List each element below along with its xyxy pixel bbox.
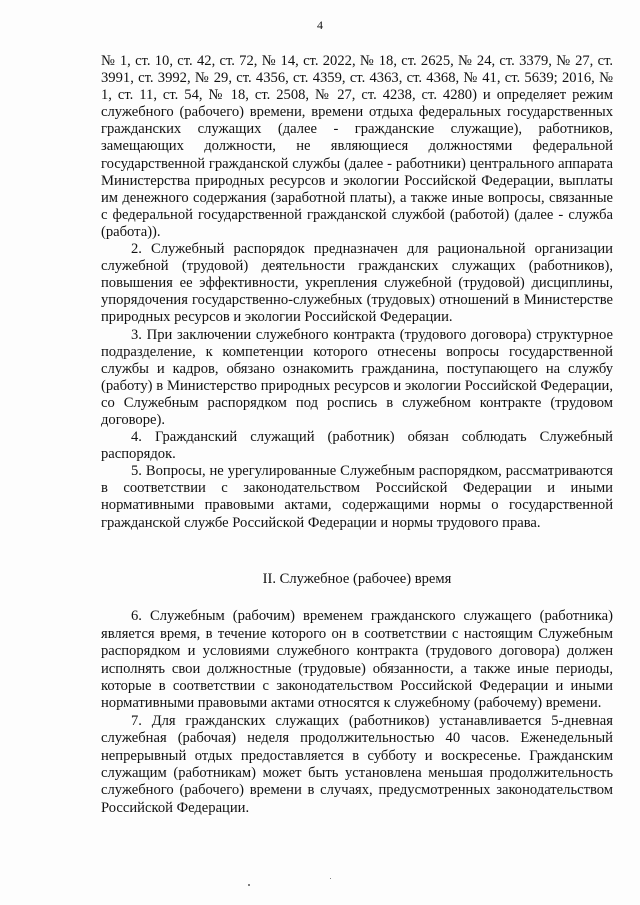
paragraph-5: 5. Вопросы, не урегулированные Служебным распорядком, рассматриваются в соответствии с законодательством Российской Федерации и иными нормативными правовыми актами, содержащими нормы о государственной гражданской службе Российской Федерации и нормы трудового права. [101,463,613,531]
paragraph-intro-continuation: № 1, ст. 10, ст. 42, ст. 72, № 14, ст. 2022, № 18, ст. 2625, № 24, ст. 3379, № 27, ст. 3991, ст. 3992, № 29, ст. 4356, ст. 4359, ст. 4363, ст. 4368, № 41, ст. 5639; 2016, № 1, ст. 11, ст. 54, № 18, ст. 2508, № 27, ст. 4238, ст. 4280) и определяет режим служебного (рабочего) времени, времени отдыха федеральных государственных гражданских служащих (далее - гражданские служащие), работников, замещающих должности, не являющиеся должностями федеральной государственной гражданской службы (далее - работники) центрального аппарата Министерства природных ресурсов и экологии Российской Федерации, выплаты им денежного содержания (заработной платы), а также иные вопросы, связанные с федеральной государственной гражданской службой (работой) (далее - служба (работа)). [101,53,613,240]
scan-speck [330,878,331,879]
paragraph-2: 2. Служебный распорядок предназначен для рациональной организации служебной (трудовой) деятельности гражданских служащих (работников), повышения ее эффективности, укрепления служебной (трудовой) дисциплины, упорядочения государственно-служебных (трудовых) отношений в Министерстве природных ресурсов и экологии Российской Федерации. [101,241,613,326]
paragraph-3: 3. При заключении служебного контракта (трудового договора) структурное подразделение, к компетенции которого отнесены вопросы государственной службы и кадров, обязано ознакомить гражданина, поступающего на службу (работу) в Министерство природных ресурсов и экологии Российской Федерации, со Служебным распорядком под роспись в служебном контракте (трудовом договоре). [101,326,613,428]
paragraph-7: 7. Для гражданских служащих (работников) устанавливается 5-дневная служебная (рабочая) неделя продолжительностью 40 часов. Еженедельный непрерывный отдых предоставляется в субботу и воскресенье. Гражданским служащим (работникам) может быть установлена меньшая продолжительность служебного (рабочего) времени в случаях, предусмотренных законодательством Российской Федерации. [101,712,613,816]
document-body-top [101,53,613,532]
paragraph-4: 4. Гражданский служащий (работник) обязан соблюдать Служебный распорядок. [101,429,613,463]
section-2 [101,571,613,817]
scan-speck [248,884,250,886]
section-heading: II. Служебное (рабочее) время [262,571,452,587]
page-number: 4 [317,18,323,32]
paragraph-6: 6. Служебным (рабочим) временем гражданского служащего (работника) является время, в течение которого он в соответствии с настоящим Служебным распорядком и условиями служебного контракта (трудового договора) должен исполнять свои должностные (трудовые) обязанности, а также иные периоды, которые в соответствии с законодательством Российской Федерации и иными нормативными правовыми актами относятся к служебному (рабочему) времени. [101,608,613,712]
